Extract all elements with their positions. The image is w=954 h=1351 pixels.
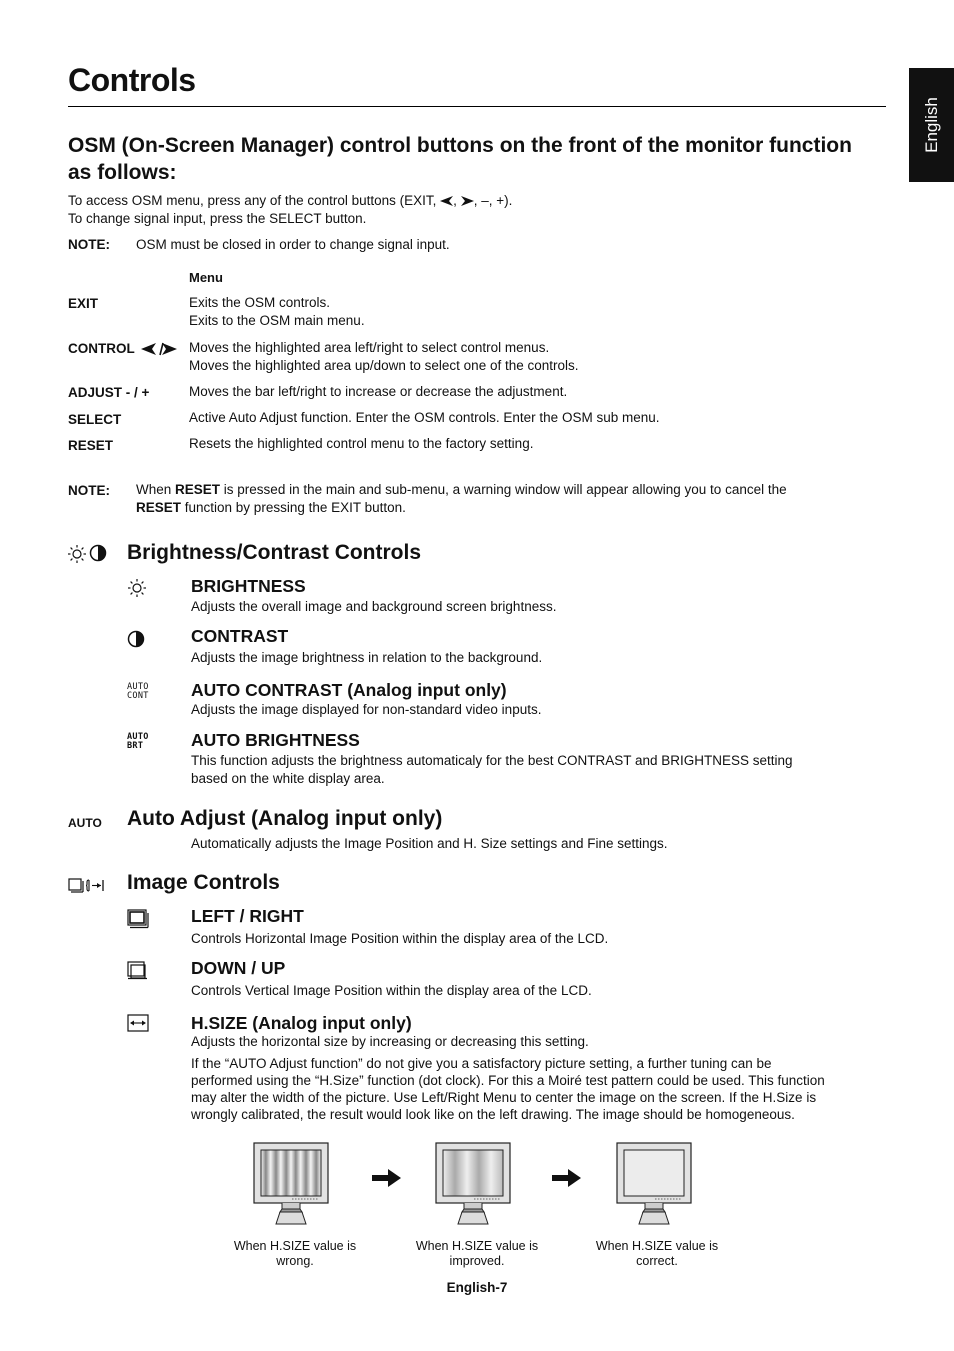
auto-contrast-icon [127, 683, 149, 701]
note2-line1 [136, 481, 876, 499]
brightness-contrast-heading: Brightness/Contrast Controls [127, 541, 422, 564]
hsize-title: H.SIZE (Analog input only) [191, 1013, 412, 1033]
contrast-desc: Adjusts the image brightness in relation to the background. [191, 650, 543, 665]
caption-wrong-line2: wrong. [276, 1254, 314, 1268]
menu-header: Menu [189, 270, 223, 285]
right-arrow-icon [461, 196, 474, 206]
left-right-position-icon [127, 909, 149, 929]
caption-correct-line2: correct. [636, 1254, 678, 1268]
brightness-desc: Adjusts the overall image and background screen brightness. [191, 599, 557, 614]
row-desc-exit-1: Exits the OSM controls. [189, 295, 331, 310]
arrow-right-icon [552, 1169, 582, 1187]
title-divider [68, 106, 886, 107]
contrast-icon [127, 630, 145, 648]
sun-icon [127, 578, 147, 598]
left-right-arrows-icon [141, 342, 177, 356]
osm-intro-line2: To change signal input, press the SELECT button. [68, 211, 367, 226]
caption-correct-line1: When H.SIZE value is [595, 1239, 719, 1253]
note2-pre: When [136, 482, 176, 497]
intro-text-post: , –, +). [473, 193, 513, 208]
auto-brightness-icon [127, 733, 149, 751]
row-desc-select: Active Auto Adjust function. Enter the OSM controls. Enter the OSM sub menu. [189, 410, 660, 425]
caption-wrong [220, 1239, 370, 1269]
row-desc-adjust: Moves the bar left/right to increase or decrease the adjustment. [189, 384, 568, 399]
note-text: OSM must be closed in order to change signal input. [136, 237, 450, 252]
auto-brightness-icon-line1: AUTO [127, 732, 149, 742]
auto-brightness-desc-2: based on the white display area. [191, 771, 385, 786]
monitor-wrong-illustration [252, 1142, 332, 1232]
caption-improved [402, 1239, 552, 1269]
caption-wrong-line1: When H.SIZE value is [233, 1239, 357, 1253]
osm-intro-line1: To access OSM menu, press any of the control buttons (EXIT, , , –, +). [68, 193, 513, 208]
hsize-para-line2: performed using the “H.Size” function (dot clock). For this a Moiré test pattern could be used. This function [191, 1073, 825, 1088]
brightness-title: BRIGHTNESS [191, 576, 306, 596]
auto-contrast-desc: Adjusts the image displayed for non-standard video inputs. [191, 702, 542, 717]
left-arrow-icon [440, 196, 453, 206]
caption-correct [582, 1239, 732, 1269]
hsize-para-line1: If the “AUTO Adjust function” do not give you a satisfactory picture setting, a further tuning can be [191, 1056, 772, 1071]
auto-adjust-desc: Automatically adjusts the Image Position and H. Size settings and Fine settings. [191, 836, 668, 851]
row-key-adjust: ADJUST - / + [68, 385, 150, 400]
left-right-title: LEFT / RIGHT [191, 906, 304, 926]
language-tab-label: English [921, 97, 941, 153]
auto-brightness-desc-1: This function adjusts the brightness automaticaly for the best CONTRAST and BRIGHTNESS setting [191, 753, 793, 768]
caption-improved-line1: When H.SIZE value is [415, 1239, 539, 1253]
row-desc-reset: Resets the highlighted control menu to the factory setting. [189, 436, 534, 451]
arrow-right-icon [372, 1169, 402, 1187]
down-up-title: DOWN / UP [191, 958, 286, 978]
left-right-desc: Controls Horizontal Image Position within the display area of the LCD. [191, 931, 609, 946]
row-key-exit: EXIT [68, 296, 99, 311]
hsize-para-line3: may alter the width of the picture. Use Left/Right Menu to center the image on the screen. If the H.Size is [191, 1090, 817, 1105]
hsize-icon [127, 1014, 149, 1032]
note-label: NOTE: [68, 237, 110, 252]
row-key-control [68, 341, 177, 356]
auto-adjust-heading: Auto Adjust (Analog input only) [127, 807, 443, 830]
row-key-select: SELECT [68, 412, 122, 427]
contrast-title: CONTRAST [191, 626, 289, 646]
page-footer: English-7 [446, 1280, 508, 1295]
caption-improved-line2: improved. [449, 1254, 505, 1268]
intro-text-pre: To access OSM menu, press any of the control buttons (EXIT, [68, 193, 441, 208]
row-desc-control-1: Moves the highlighted area left/right to select control menus. [189, 340, 550, 355]
auto-contrast-title: AUTO CONTRAST (Analog input only) [191, 680, 507, 700]
page-title: Controls [68, 62, 196, 98]
auto-brightness-icon-line2: BRT [127, 741, 144, 751]
monitor-improved-illustration [434, 1142, 514, 1232]
note2-reset-1: RESET [175, 482, 221, 497]
hsize-desc: Adjusts the horizontal size by increasing or decreasing this setting. [191, 1034, 589, 1049]
row-key-reset: RESET [68, 438, 114, 453]
down-up-position-icon [127, 960, 149, 980]
row-desc-control-2: Moves the highlighted area up/down to select one of the controls. [189, 358, 579, 373]
control-key-label: CONTROL [68, 341, 135, 356]
image-controls-heading: Image Controls [127, 871, 280, 894]
auto-contrast-icon-line2: CONT [127, 691, 149, 701]
image-controls-icon [68, 876, 108, 894]
note2-post: function by pressing the EXIT button. [181, 500, 406, 515]
row-desc-exit-2: Exits to the OSM main menu. [189, 313, 365, 328]
brightness-contrast-icon [68, 544, 108, 564]
auto-brightness-title: AUTO BRIGHTNESS [191, 730, 360, 750]
language-tab [909, 68, 954, 182]
note2-reset-2: RESET [136, 500, 182, 515]
hsize-para-line4: wrongly calibrated, the result would look like on the left drawing. The image should be homogeneous. [191, 1107, 795, 1122]
auto-adjust-icon: AUTO [68, 816, 102, 830]
down-up-desc: Controls Vertical Image Position within the display area of the LCD. [191, 983, 592, 998]
note2-label: NOTE: [68, 483, 110, 498]
auto-contrast-icon-line1: AUTO [127, 682, 149, 692]
note2-line2 [136, 499, 406, 517]
note2-mid: is pressed in the main and sub-menu, a warning window will appear allowing you to cancel the [220, 482, 787, 497]
osm-heading: OSM (On-Screen Manager) control buttons on the front of the monitor function as follows: [68, 134, 852, 184]
monitor-correct-illustration [615, 1142, 695, 1232]
